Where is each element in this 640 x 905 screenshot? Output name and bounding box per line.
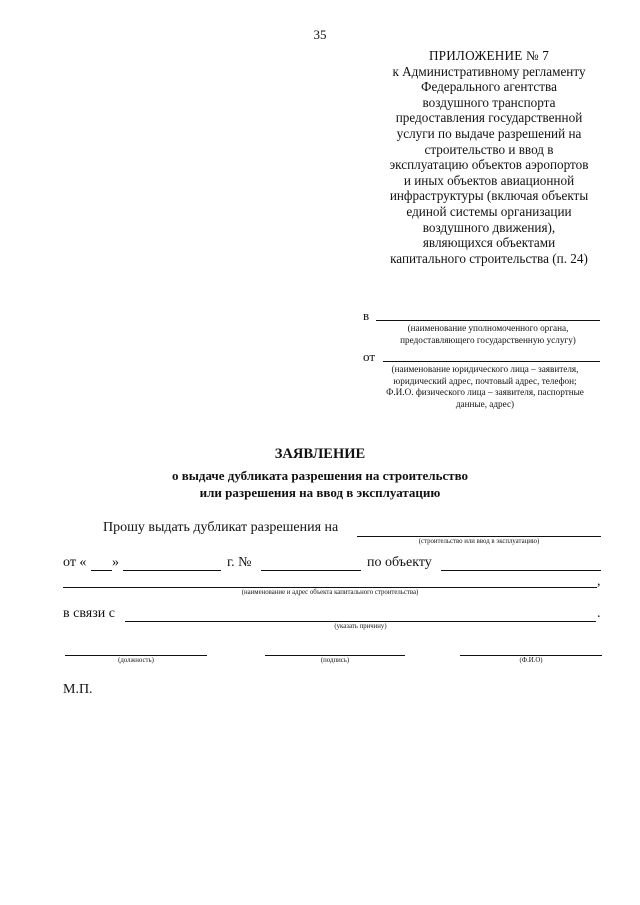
reason-period: . (597, 606, 601, 621)
appendix-heading: ПРИЛОЖЕНИЕ № 7 (428, 48, 550, 63)
permit-number-field[interactable] (261, 570, 361, 571)
stamp-place: М.П. (63, 682, 93, 697)
object-field[interactable] (441, 570, 601, 571)
permit-type-field[interactable] (357, 536, 601, 537)
reason-field[interactable] (125, 621, 596, 622)
request-text: Прошу выдать дубликат разрешения на (103, 520, 339, 535)
appendix-line: услуги по выдаче разрешений на (396, 125, 582, 141)
date-from-label: от « (63, 555, 87, 570)
appendix-line: инфраструктуры (включая объекты (389, 188, 589, 204)
date-day-field[interactable] (91, 570, 112, 571)
object-label: по объекту (367, 555, 432, 570)
position-hint: (должность) (118, 657, 154, 664)
date-close-quote: » (112, 555, 119, 570)
appendix-line: воздушного транспорта (422, 94, 556, 110)
to-hint: (наименование уполномоченного органа, предоставляющего государственную услугу) (400, 323, 576, 345)
appendix-line: строительство и ввод в (424, 141, 554, 157)
position-field[interactable] (65, 655, 207, 656)
appendix-line: являющихся объектами (422, 235, 556, 251)
to-label: в (363, 308, 370, 323)
appendix-line: к Административному регламенту (392, 63, 586, 79)
fio-field[interactable] (460, 655, 602, 656)
fio-hint: (Ф.И.О) (519, 657, 543, 664)
signature-field[interactable] (265, 655, 405, 656)
appendix-line: и иных объектов авиационной (403, 172, 575, 188)
from-hint: (наименование юридического лица – заявителя, юридический адрес, почтовый адрес, телефон; Ф.И.О. физического лица – заявителя, паспортные данные, адрес) (386, 364, 584, 409)
object-comma: , (597, 574, 601, 589)
object-address-field[interactable] (63, 587, 597, 588)
from-label: от (363, 349, 376, 364)
reason-label: в связи с (63, 606, 115, 621)
permit-type-hint: (строительство или ввод в эксплуатацию) (418, 538, 540, 545)
page-number: 35 (313, 27, 327, 42)
from-field[interactable] (383, 361, 600, 362)
appendix-line: предоставления государственной (395, 110, 583, 126)
object-address-hint: (наименование и адрес объекта капитального строительства) (241, 589, 419, 596)
document-subtitle: о выдаче дубликата разрешения на строительство или разрешения на ввод в эксплуатацию (171, 468, 469, 500)
to-field[interactable] (376, 320, 600, 321)
appendix-line: эксплуатацию объектов аэропортов (389, 157, 589, 173)
date-month-field[interactable] (123, 570, 221, 571)
appendix-line: Федерального агентства (421, 79, 557, 95)
appendix-line: единой системы организации (406, 203, 572, 219)
appendix-block (368, 48, 610, 266)
reason-hint: (указать причину) (334, 623, 387, 630)
year-number-label: г. № (227, 555, 252, 570)
document-title: ЗАЯВЛЕНИЕ (274, 446, 366, 462)
signature-hint: (подпись) (320, 657, 350, 664)
appendix-line: капитального строительства (п. 24) (390, 250, 588, 266)
appendix-line: воздушного движения), (422, 219, 556, 235)
